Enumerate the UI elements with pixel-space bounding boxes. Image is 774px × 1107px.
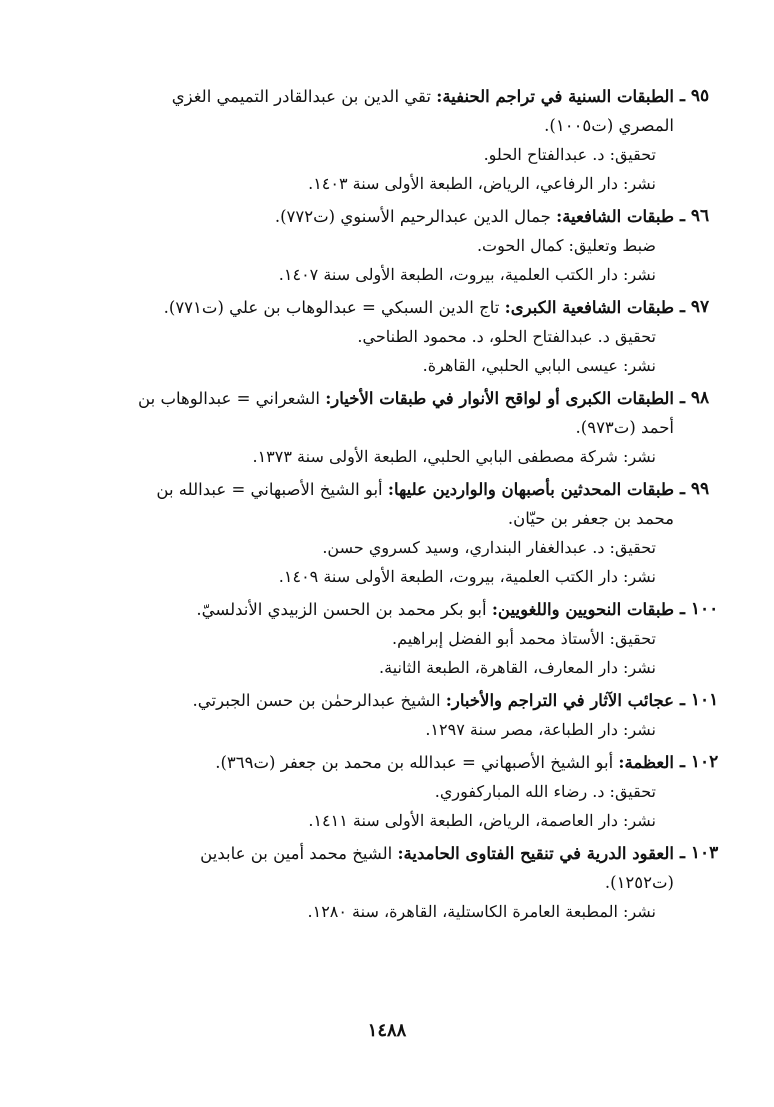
- entry-author-cont: المصري (ت١٠٠٥).: [544, 116, 674, 135]
- entry-editor: تحقيق: د. عبدالغفار البنداري، وسيد كسروي حسن.: [322, 538, 656, 557]
- entry-title: طبقات النحويين واللغويين:: [491, 600, 674, 619]
- bibliography-entry-95: [62, 82, 710, 198]
- entry-number: ١٠٣ ـ: [680, 843, 719, 863]
- entry-editor: تحقيق د. عبدالفتاح الحلو، د. محمود الطناحي.: [357, 327, 656, 346]
- entry-editor: ضبط وتعليق: كمال الحوت.: [476, 236, 656, 255]
- entry-author: تقي الدين بن عبدالقادر التميمي الغزي: [171, 87, 431, 106]
- entry-author-cont: أحمد (ت٩٧٣).: [575, 418, 674, 437]
- entry-publisher: نشر: عيسى البابي الحلبي، القاهرة.: [422, 356, 656, 375]
- entry-editor: تحقيق: د. عبدالفتاح الحلو.: [483, 145, 656, 164]
- entry-author: الشعراني = عبدالوهاب بن: [138, 389, 320, 408]
- entry-number: ٩٧ ـ: [680, 297, 710, 317]
- entry-publisher: نشر: دار الكتب العلمية، بيروت، الطبعة الأولى سنة ١٤٠٩.: [278, 567, 656, 586]
- entry-title: طبقات الشافعية الكبرى:: [504, 298, 674, 317]
- entry-title: العقود الدرية في تنقيح الفتاوى الحامدية:: [397, 844, 674, 863]
- bibliography-entry-96: [62, 202, 710, 289]
- entry-author-cont: (ت١٢٥٢).: [604, 873, 674, 892]
- entry-title: العظمة:: [618, 753, 674, 772]
- entry-publisher: نشر: دار الطباعة، مصر سنة ١٢٩٧.: [425, 720, 656, 739]
- entry-author-cont: محمد بن جعفر بن حيّان.: [507, 509, 674, 528]
- bibliography-entry-101: [62, 686, 719, 744]
- bibliography-entry-99: [62, 475, 710, 591]
- entry-author: أبو بكر محمد بن الحسن الزبيدي الأندلسيّ.: [196, 600, 487, 619]
- entry-title: طبقات المحدثين بأصبهان والواردين عليها:: [387, 480, 674, 499]
- entry-author: أبو الشيخ الأصبهاني = عبدالله بن محمد بن جعفر (ت٣٦٩).: [215, 753, 614, 772]
- bibliography-entry-102: [62, 748, 719, 835]
- entry-editor: تحقيق: د. رضاء الله المباركفوري.: [434, 782, 656, 801]
- entry-publisher: نشر: المطبعة العامرة الكاستلية، القاهرة، سنة ١٢٨٠.: [307, 902, 656, 921]
- entry-author: جمال الدين عبدالرحيم الأسنوي (ت٧٧٢).: [274, 207, 551, 226]
- bibliography-entry-100: [62, 595, 719, 682]
- entry-editor: تحقيق: الأستاذ محمد أبو الفضل إبراهيم.: [392, 629, 656, 648]
- page-number: ١٤٨٨: [367, 1020, 407, 1041]
- entry-number: ٩٥ ـ: [680, 86, 710, 106]
- entry-title: عجائب الآثار في التراجم والأخبار:: [445, 691, 674, 710]
- entry-author: تاج الدين السبكي = عبدالوهاب بن علي (ت٧٧١).: [163, 298, 500, 317]
- entry-publisher: نشر: دار المعارف، القاهرة، الطبعة الثانية.: [379, 658, 656, 677]
- entry-number: ١٠٢ ـ: [680, 752, 719, 772]
- entry-number: ٩٩ ـ: [680, 479, 710, 499]
- entry-number: ١٠٠ ـ: [680, 599, 719, 619]
- entry-number: ٩٦ ـ: [680, 206, 710, 226]
- bibliography-entry-103: [62, 839, 719, 926]
- entry-publisher: نشر: شركة مصطفى البابي الحلبي، الطبعة الأولى سنة ١٣٧٣.: [252, 447, 656, 466]
- entry-author: أبو الشيخ الأصبهاني = عبدالله بن: [156, 480, 383, 499]
- bibliography-entry-97: [62, 293, 710, 380]
- entry-publisher: نشر: دار الكتب العلمية، بيروت، الطبعة الأولى سنة ١٤٠٧.: [278, 265, 656, 284]
- entry-publisher: نشر: دار العاصمة، الرياض، الطبعة الأولى سنة ١٤١١.: [308, 811, 656, 830]
- entry-author: الشيخ عبدالرحمٰن بن حسن الجبرتي.: [192, 691, 441, 710]
- entry-author: الشيخ محمد أمين بن عابدين: [200, 844, 393, 863]
- entry-number: ١٠١ ـ: [680, 690, 719, 710]
- entry-title: الطبقات السنية في تراجم الحنفية:: [436, 87, 674, 106]
- entry-number: ٩٨ ـ: [680, 388, 710, 408]
- entry-title: طبقات الشافعية:: [556, 207, 674, 226]
- entry-title: الطبقات الكبرى أو لواقح الأنوار في طبقات الأخيار:: [325, 389, 674, 408]
- entry-publisher: نشر: دار الرفاعي، الرياض، الطبعة الأولى سنة ١٤٠٣.: [308, 174, 656, 193]
- bibliography-entry-98: [62, 384, 710, 471]
